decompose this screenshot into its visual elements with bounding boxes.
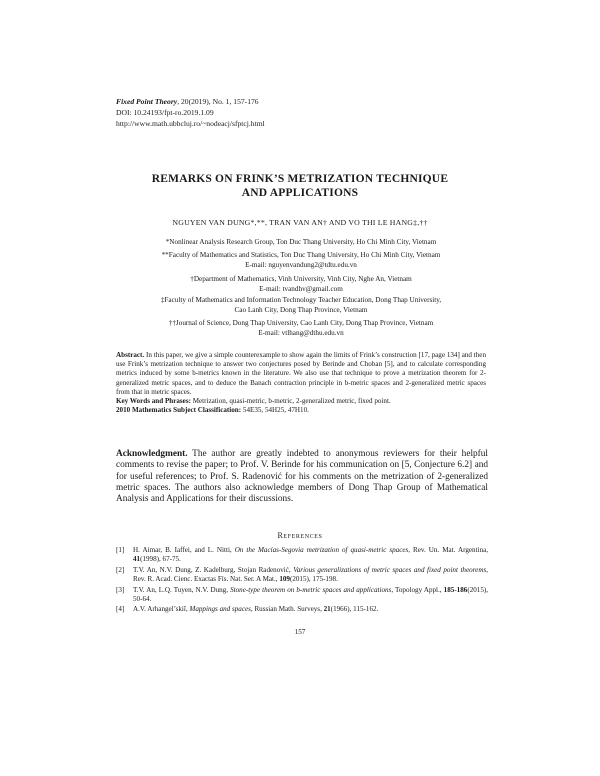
- doi: DOI: 10.24193/fpt-ro.2019.1.09: [116, 108, 214, 117]
- reference-number: [2]: [116, 565, 125, 574]
- reference-title: Various generalizations of metric spaces and fixed point theorems: [293, 565, 487, 574]
- affiliation-line: Cao Lanh City, Dong Thap Province, Vietnam: [234, 305, 368, 314]
- reference-authors: T.V. An, L.Q. Tuyen, N.V. Dung,: [133, 585, 231, 594]
- acknowledgment-label: Acknowledgment.: [116, 449, 188, 459]
- reference-title: Mappings and spaces: [189, 605, 251, 614]
- affiliation-email: E-mail: tvandhv@gmail.com: [259, 284, 343, 293]
- affiliation-1: [110, 238, 492, 248]
- abstract-text: In this paper, we give a simple counterexample to show again the limits of Frink’s construction [17, page 134] and then use Frink’s metrization technique to answer two conjectures posed by Berinde and Choban [5], and to calculate corresponding metrics induced by some b-metrics known in the literature. We also use that technique to prove a metrization theorem for 2-generalized metric spaces, and to deduce the Banach contraction principle in b-metric spaces and 2-generalized metric spaces from that in metric spaces.: [116, 351, 486, 396]
- reference-pages: (2015), 175-198.: [289, 575, 338, 584]
- reference-volume: 185-186: [443, 585, 468, 594]
- affiliation-line: ‡Faculty of Mathematics and Information Technology Teacher Education, Dong Thap University,: [160, 296, 442, 304]
- journal-name: Fixed Point Theory: [116, 97, 178, 106]
- msc-label: 2010 Mathematics Subject Classification:: [116, 406, 242, 415]
- reference-item: [116, 586, 488, 605]
- reference-item: [116, 546, 488, 565]
- reference-authors: T.V. An, N.V. Dung, Z. Kadelburg, Stojan Radenović,: [133, 565, 294, 574]
- reference-title: On the Macías-Segovia metrization of quasi-metric spaces: [234, 546, 409, 554]
- page-number: 157: [294, 628, 306, 636]
- msc-line: [116, 406, 486, 415]
- affiliation-line: ††Journal of Science, Dong Thap University, Cao Lanh City, Dong Thap Province, Vietnam: [168, 319, 434, 327]
- reference-volume: 41: [133, 555, 141, 564]
- reference-item: [116, 566, 488, 585]
- paper-title: [0, 172, 600, 200]
- affiliation-3: [110, 275, 492, 294]
- keywords-line: [116, 397, 486, 406]
- keywords-label: Key Words and Phrases:: [116, 397, 191, 406]
- reference-item: [116, 605, 488, 614]
- reference-number: [4]: [116, 605, 125, 614]
- affiliation-email: E-mail: nguyenvandung2@tdtu.edu.vn: [245, 260, 357, 269]
- references-list: [116, 546, 488, 616]
- reference-text: [133, 546, 488, 565]
- reference-text: [133, 566, 488, 585]
- reference-authors: A.V. Arhangel’skiĭ,: [133, 605, 190, 614]
- references-heading: References: [277, 531, 323, 540]
- affiliation-line: †Department of Mathematics, Vinh University, Vinh City, Nghe An, Vietnam: [190, 275, 412, 283]
- msc-codes: 54E35, 54H25, 47H10.: [241, 406, 309, 415]
- reference-title: Stone-type theorem on b-metric spaces and applications: [230, 585, 392, 594]
- journal-url[interactable]: http://www.math.ubbcluj.ro/~nodeacj/sfptcj.html: [116, 119, 265, 128]
- reference-pages: (2015), 50-64.: [133, 585, 489, 604]
- journal-citation: , 20(2019), No. 1, 157-176: [177, 97, 259, 106]
- abstract: [116, 351, 486, 415]
- reference-pages: (1966), 115-162.: [330, 605, 379, 614]
- authors: NGUYEN VAN DUNG*,**, TRAN VAN AN† AND VO THI LE HANG‡,††: [172, 218, 428, 227]
- abstract-label: Abstract.: [116, 351, 145, 359]
- reference-venue: , Rev. R. Acad. Cienc. Exactas Fís. Nat. Ser. A Mat.,: [133, 565, 488, 584]
- title-line-2: AND APPLICATIONS: [241, 187, 359, 199]
- affiliation-5: [110, 319, 492, 338]
- reference-venue: , Rev. Un. Mat. Argentina,: [408, 546, 488, 554]
- acknowledgment-text: The author are greatly indebted to anonymous reviewers for their helpful comments to revise the paper; to Prof. V. Berinde for his communication on [5, Conjecture 6.2] and for useful references; to Prof. S. Radenović for his comments on the metrization of 2-generalized metric spaces. The authors also acknowledge members of Dong Thap Group of Mathematical Analysis and Applications for their discussions.: [116, 449, 488, 505]
- affiliation-2: [110, 251, 492, 270]
- keywords: Metrization, quasi-metric, b-metric, 2-generalized metric, fixed point.: [190, 397, 391, 406]
- acknowledgment: [116, 449, 488, 505]
- reference-volume: 109: [279, 575, 290, 584]
- reference-venue: , Russian Math. Surveys,: [250, 605, 324, 614]
- journal-citation-line: [116, 96, 265, 107]
- reference-volume: 21: [323, 605, 331, 614]
- affiliation-email: E-mail: vtlhang@dthu.edu.vn: [258, 328, 344, 337]
- title-line-1: REMARKS ON FRINK’S METRIZATION TECHNIQUE: [151, 173, 449, 185]
- reference-text: [133, 586, 488, 605]
- journal-header: [116, 96, 265, 129]
- reference-number: [3]: [116, 585, 125, 594]
- abstract-paragraph: [116, 351, 486, 397]
- reference-venue: , Topology Appl.,: [391, 585, 444, 594]
- reference-text: [133, 605, 488, 614]
- reference-authors: H. Aimar, B. Iaffei, and L. Nitti,: [133, 546, 235, 554]
- affiliation-line: **Faculty of Mathematics and Statistics, Ton Duc Thang University, Ho Chi Minh City, Vietnam: [161, 251, 441, 259]
- reference-number: [1]: [116, 546, 125, 554]
- affiliation-4: [110, 296, 492, 315]
- affiliation-line: *Nonlinear Analysis Research Group, Ton Duc Thang University, Ho Chi Minh City, Vietnam: [165, 238, 437, 246]
- reference-pages: (1998), 67-75.: [140, 555, 181, 564]
